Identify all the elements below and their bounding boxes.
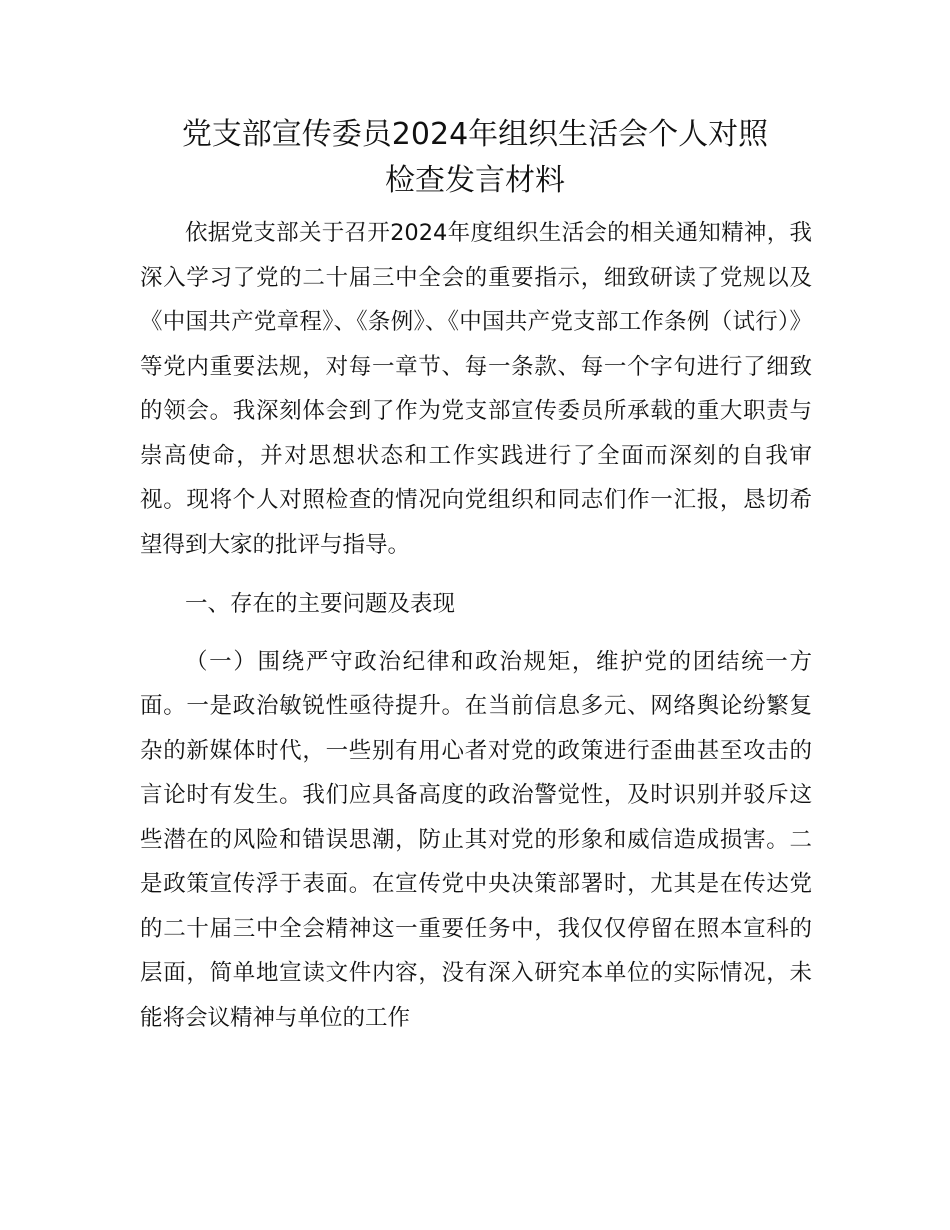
document-body — [140, 211, 812, 1040]
intro-paragraph: 依据党支部关于召开2024年度组织生活会的相关通知精神，我深入学习了党的二十届三中全会的重要指示，细致研读了党规以及《中国共产党章程》、《条例》、《中国共产党支部工作条例（试行）》等党内重要法规，对每一章节、每一条款、每一个字句进行了细致的领会。我深刻体会到了作为党支部宣传委员所承载的重大职责与崇高使命，并对思想状态和工作实践进行了全面而深刻的自我审视。现将个人对照检查的情况向党组织和同志们作一汇报，恳切希望得到大家的批评与指导。 — [140, 220, 812, 558]
title-line-2: 检查发言材料 — [385, 163, 565, 198]
title-line-1: 党支部宣传委员2024年组织生活会个人对照 — [181, 117, 769, 152]
document-title — [140, 112, 810, 204]
section-1-subsection-1-paragraph: （一）围绕严守政治纪律和政治规矩，维护党的团结统一方面。一是政治敏锐性亟待提升。在当前信息多元、网络舆论纷繁复杂的新媒体时代，一些别有用心者对党的政策进行歪曲甚至攻击的言论时有发生。我们应具备高度的政治警觉性，及时识别并驳斥这些潜在的风险和错误思潮，防止其对党的形象和威信造成损害。二是政策宣传浮于表面。在宣传党中央决策部署时，尤其是在传达党的二十届三中全会精神这一重要任务中，我仅仅停留在照本宣科的层面，简单地宣读文件内容，没有深入研究本单位的实际情况，未能将会议精神与单位的工作 — [140, 648, 812, 1031]
section-1-heading: 一、存在的主要问题及表现 — [185, 591, 456, 617]
